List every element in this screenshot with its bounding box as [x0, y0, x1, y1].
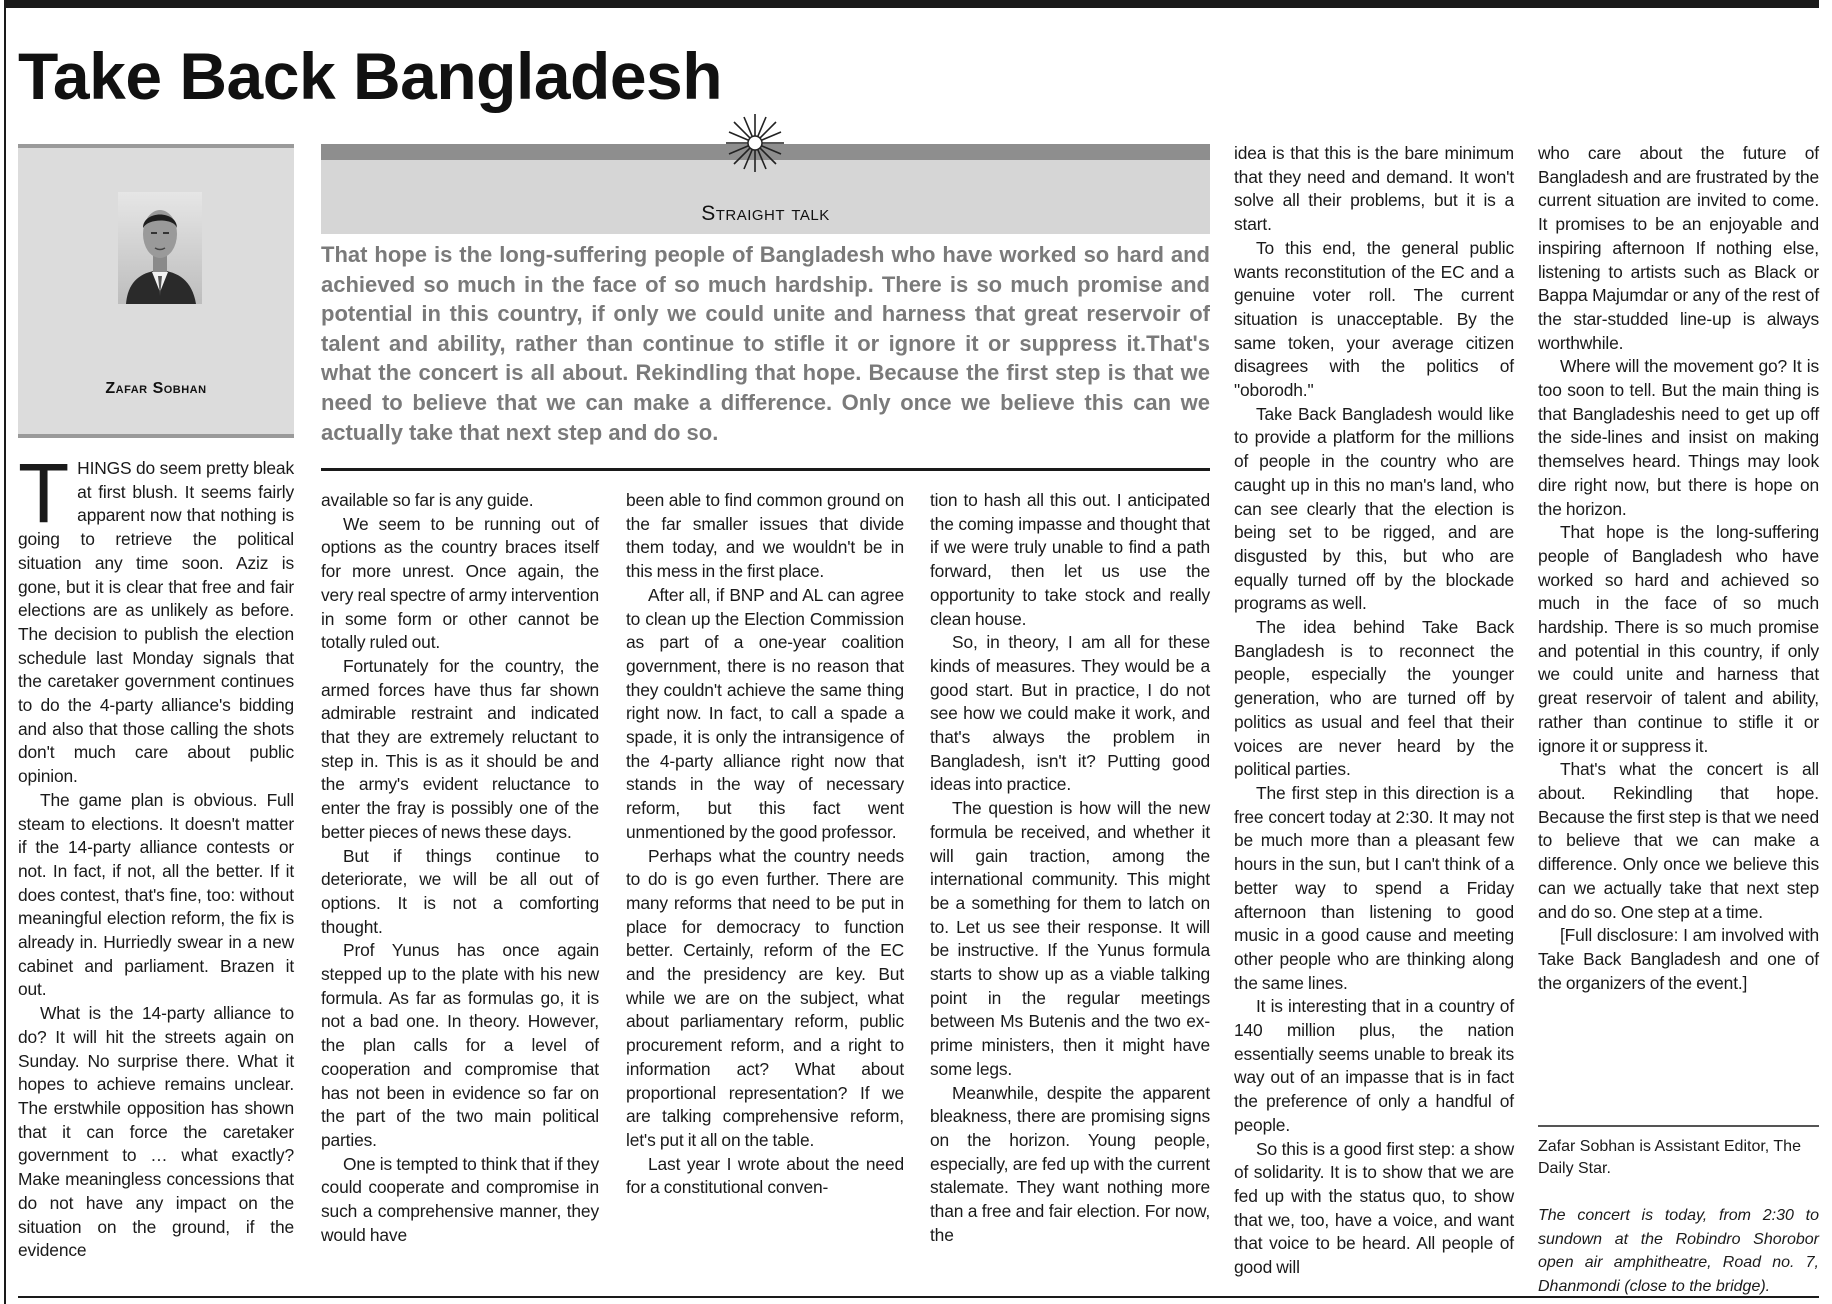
article-paragraph: What is the 14-party alliance to do? It will hit the streets again on Sunday. No surprise there. What it hopes to achieve remains unclear. The erstwhile opposition has shown that it can force the caretaker government to … what exactly? Make meaningless concessions that do not have any impact on the situation on the ground, if the evidence	[18, 1003, 294, 1261]
article-column-5	[1234, 142, 1514, 1280]
article-paragraph: After all, if BNP and AL can agree to clean up the Election Commission as part of a one-year coalition government, there is no reason that they couldn't achieve the same thing right now. In fact, to call a spade a spade, it is only the intransigence of the 4-party alliance right now that stands in the way of necessary reform, but this fact went unmentioned by the good professor.	[626, 584, 904, 842]
article-paragraph: One is tempted to think that if they could cooperate and compromise in such a comprehensive manner, they would have	[321, 1153, 599, 1245]
headline: Take Back Bangladesh	[18, 39, 723, 113]
article-paragraph: We seem to be running out of options as the country braces itself for more unrest. Once again, the very real spectre of army intervention in some form or other cannot be totally ruled out.	[321, 513, 599, 653]
article-paragraph: Take Back Bangladesh would like to provide a platform for the millions of people in the country who are caught up in this no man's land, who can see clearly that the election is being set to be rigged, and are disgusted by this, but who are equally turned off by the blockade programs as well.	[1234, 403, 1514, 614]
article-paragraph: It is interesting that in a country of 140 million plus, the nation essentially seems unable to break its way out of an impasse that is in fact the preference of only a handful of people.	[1234, 996, 1514, 1135]
article-column-4	[930, 489, 1210, 1248]
article-paragraph: who care about the future of Bangladesh and are frustrated by the current situation are invited to come. It promises to be an enjoyable and inspiring afternoon If nothing else, listening to artists such as Black or Bappa Majumdar or any of the rest of the star-studded line-up is always worthwhile.	[1538, 143, 1819, 353]
drop-cap: T	[18, 446, 70, 540]
article-paragraph: The question is how will the new formula be received, and whether it will gain traction, among the international community. This might be a something for them to latch on to. Let us see their response. It will be instructive. If the Yunus formula starts to show up as a viable talking point in the regular meetings between Ms Butenis and the two ex-prime ministers, then it might have some legs.	[930, 798, 1210, 1079]
article-paragraph: The idea behind Take Back Bangladesh is to reconnect the people, especially the younger generation, who are turned off by politics as usual and feel that their voices are never heard by the political parties.	[1234, 617, 1514, 780]
left-rule	[4, 0, 6, 1304]
article-paragraph: That hope is the long-suffering people of Bangladesh who have worked so hard and achieved so much in the face of so much hardship. There is so much promise and potential in this country, if only we could unite and harness that great reservoir of talent and ability, rather than continue to stifle it or ignore it or suppress it.	[1538, 522, 1819, 756]
article-paragraph: Last year I wrote about the need for a constitutional conven-	[626, 1153, 904, 1198]
pull-quote-rule	[321, 468, 1210, 471]
article-paragraph: Prof Yunus has once again stepped up to the plate with his new formula. As far as formulas go, it is not a bad one. In theory. However, the plan calls for a level of cooperation and compromise that has not been in evidence so far on the part of the two main political parties.	[321, 940, 599, 1150]
article-column-6	[1538, 142, 1819, 995]
article-paragraph: been able to find common ground on the far smaller issues that divide them today, and we wouldn't be in this mess in the first place.	[626, 490, 904, 582]
author-bio: Zafar Sobhan is Assistant Editor, The Daily Star.	[1538, 1138, 1801, 1177]
article-paragraph: But if things continue to deteriorate, we will be all out of options. It is not a comforting thought.	[321, 845, 599, 937]
article-paragraph: So, in theory, I am all for these kinds of measures. They would be a good start. But in practice, I do not see how we could make it work, and that's always the problem in Bangladesh, isn't it? Putting good ideas into practice.	[930, 632, 1210, 795]
section-label: Straight talk	[701, 202, 830, 225]
article-paragraph: Perhaps what the country needs to do is go even further. There are many reforms that need to be put in place for democracy to function better. Certainly, reform of the EC and the presidency are key. But while we are on the subject, what about parliamentary reform, public procurement reform, and a right to information act? What about proportional representation? If we are talking comprehensive reform, let's put it all on the table.	[626, 845, 904, 1150]
article-paragraph: To this end, the general public wants reconstitution of the EC and a genuine voter roll. The current situation is unacceptable. By the same token, your average citizen disagrees with the politics of "oborodh."	[1234, 237, 1514, 401]
article-paragraph: available so far is any guide.	[321, 490, 534, 510]
article-paragraph: The game plan is obvious. Full steam to elections. It doesn't matter if the 14-party alliance contests or not. In fact, if not, all the better. If it does contest, that's fine, too: without meaningful election reform, the fix is already in. Hurriedly swear in a new cabinet and parliament. Brazen it out.	[18, 789, 294, 1000]
article-paragraph: idea is that this is the bare minimum that they need and demand. It won't solve all their problems, but it is a start.	[1234, 143, 1514, 235]
article-paragraph: tion to hash all this out. I anticipated the coming impasse and thought that if we were truly unable to find a path forward, then let us use the opportunity to take stock and really clean house.	[930, 490, 1210, 629]
bottom-rule	[18, 1296, 1819, 1298]
starburst-icon	[724, 112, 786, 174]
author-name: Zafar Sobhan	[105, 380, 207, 397]
pull-quote: That hope is the long-suffering people of Bangladesh who have worked so hard and achieved so much in the face of so much hardship. There is so much promise and potential in this country, if only we could unite and harness that great reservoir of talent and ability, rather than continue to stifle it or ignore it or suppress it.That's what the concert is all about. Rekindling that hope. Because the first step is that we need to believe that we can make a difference. Only once we believe this can we actually take that next step and do so.	[321, 242, 1210, 445]
article-paragraph: Fortunately for the country, the armed forces have thus far shown admirable restraint and indicated that they are extremely reluctant to step in. This is as it should be and the army's evident reluctance to enter the fray is possibly one of the better pieces of news these days.	[321, 655, 599, 842]
concert-note: The concert is today, from 2:30 to sundown at the Robindro Shorobor open air amphitheatre, Road no. 7, Dhanmondi (close to the bridge).	[1538, 1207, 1819, 1295]
article-paragraph: That's what the concert is all about. Rekindling that hope. Because the first step is that we need to believe that we can make a difference. Only once we believe this can we actually take that next step and do so. One step at a time.	[1538, 759, 1819, 922]
article-paragraph: The first step in this direction is a free concert today at 2:30. It may not be much more than a pleasant few hours in the sun, but I can't think of a better way to spend a Friday afternoon than listening to good music in a good cause and meeting other people who are thinking along the same lines.	[1234, 782, 1514, 993]
article-column-3	[626, 489, 904, 1200]
article-paragraph: Where will the movement go? It is too soon to tell. But the main thing is that Bangladeshis need to get up off the side-lines and insist on making themselves heard. Things may look dire right now, but there is hope on the horizon.	[1538, 356, 1819, 519]
author-box	[18, 144, 294, 438]
article-column-1	[18, 446, 294, 1263]
bio-rule	[1538, 1125, 1819, 1127]
author-portrait	[118, 192, 202, 304]
article-paragraph: [Full disclosure: I am involved with Take Back Bangladesh and one of the organizers of the event.]	[1538, 925, 1819, 993]
article-paragraph: Meanwhile, despite the apparent bleakness, there are promising signs on the horizon. Young people, especially, are fed up with the current stalemate. They want nothing more than a free and fair election. For now, the	[930, 1082, 1210, 1245]
article-column-2	[321, 489, 599, 1248]
top-rule	[6, 0, 1819, 8]
article-paragraph: THINGS do seem pretty bleak at first blush. It seems fairly apparent now that nothing is going to retrieve the political situation any time soon. Aziz is gone, but it is clear that free and fair elections are as unlikely as before. The decision to publish the election schedule last Monday signals that the caretaker government continues to do the 4-party alliance's bidding and also that those calling the shots don't much care about public opinion.	[18, 446, 294, 787]
article-paragraph: So this is a good first step: a show of solidarity. It is to show that we are fed up with the status quo, to show that we, too, have a voice, and want that voice to be heard. All people of good will	[1234, 1138, 1514, 1278]
